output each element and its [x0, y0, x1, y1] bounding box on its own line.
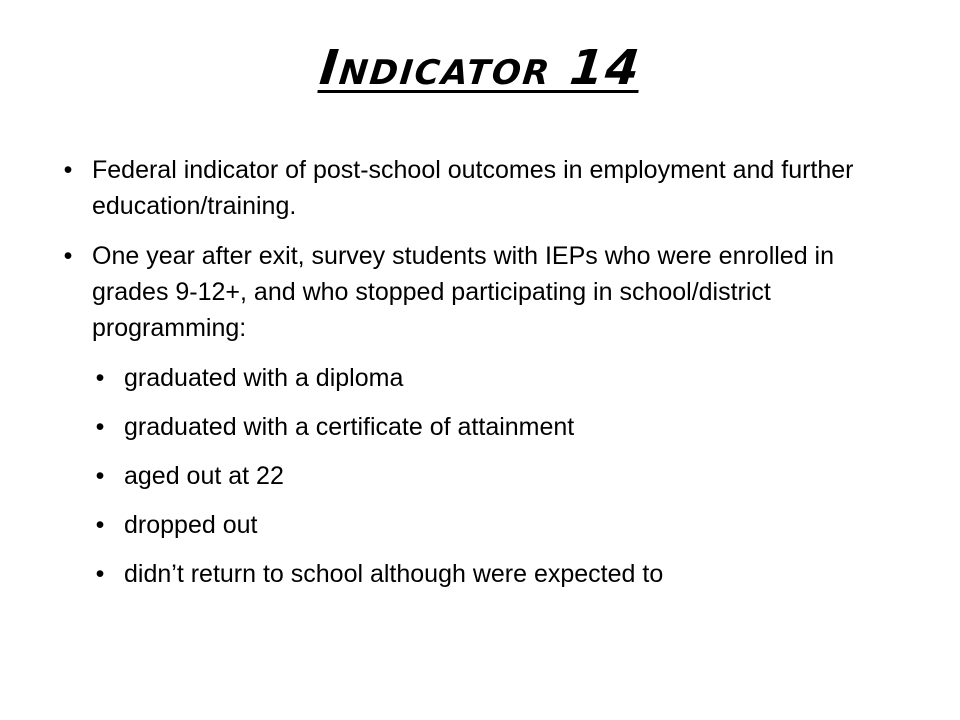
- bullet-item: [60, 238, 900, 592]
- bullet-dot-icon: •: [95, 511, 105, 539]
- bullet-list: [60, 152, 900, 606]
- sub-bullet-text: graduated with a diploma: [124, 364, 404, 392]
- sub-bullet-text: graduated with a certificate of attainment: [124, 413, 575, 441]
- sub-bullet-item: [92, 507, 900, 543]
- sub-bullet-text: aged out at 22: [124, 462, 284, 490]
- bullet-item: [60, 152, 900, 224]
- bullet-text: Federal indicator of post-school outcomes in employment and further education/training.: [92, 156, 854, 220]
- sub-bullet-item: [92, 458, 900, 494]
- bullet-dot-icon: •: [95, 560, 105, 588]
- slide-title: [0, 40, 960, 96]
- bullet-dot-icon: •: [95, 364, 105, 392]
- bullet-dot-icon: •: [95, 413, 105, 441]
- sub-bullet-item: [92, 360, 900, 396]
- sub-bullet-item: [92, 556, 900, 592]
- bullet-dot-icon: •: [63, 156, 73, 184]
- sub-bullet-list: [92, 360, 900, 592]
- bullet-dot-icon: •: [63, 242, 73, 270]
- slide-title-text: Indicator 14: [316, 40, 644, 96]
- sub-bullet-text: didn’t return to school although were expected to: [124, 560, 664, 588]
- bullet-text: One year after exit, survey students with IEPs who were enrolled in grades 9-12+, and who stopped participating in school/district programming:: [92, 242, 835, 342]
- sub-bullet-item: [92, 409, 900, 445]
- sub-bullet-text: dropped out: [124, 511, 258, 539]
- bullet-dot-icon: •: [95, 462, 105, 490]
